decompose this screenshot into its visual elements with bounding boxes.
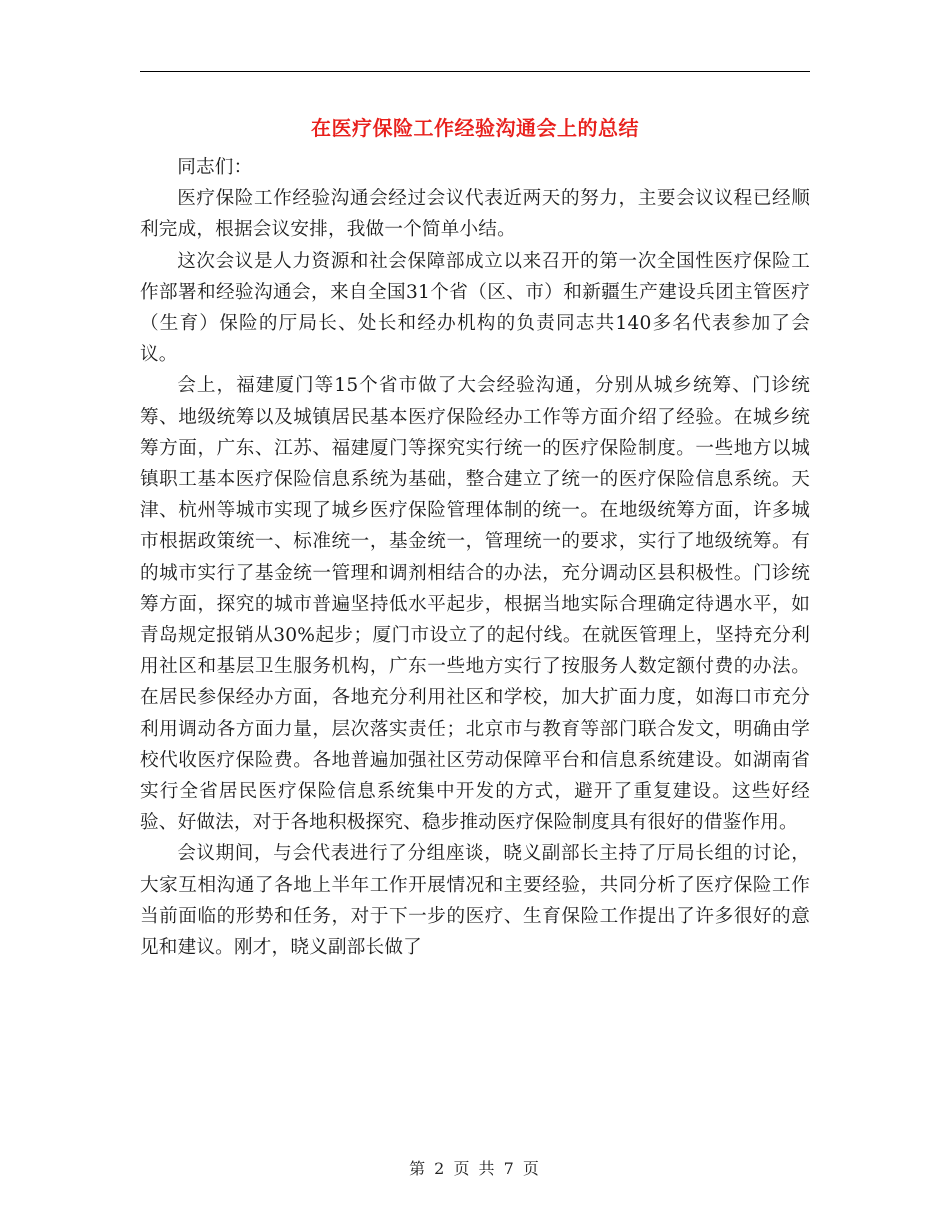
paragraph-meeting-overview: 这次会议是人力资源和社会保障部成立以来召开的第一次全国性医疗保险工作部署和经验沟通会，来自全国31个省（区、市）和新疆生产建设兵团主管医疗（生育）保险的厅局长、处长和经办机构的负责同志共140多名代表参加了会议。: [140, 250, 810, 366]
page-number-footer: 第 2 页 共 7 页: [409, 1159, 541, 1178]
document-title: 在医疗保险工作经验沟通会上的总结: [311, 116, 639, 140]
document-body: [140, 152, 810, 963]
paragraph-group-discussion: 会议期间，与会代表进行了分组座谈，晓义副部长主持了厅局长组的讨论，大家互相沟通了各地上半年工作开展情况和主要经验，共同分析了医疗保险工作当前面临的形势和任务，对于下一步的医疗、生育保险工作提出了许多很好的意见和建议。刚才，晓义副部长做了: [140, 843, 810, 959]
header-rule: [140, 71, 810, 72]
paragraph-experience-exchange: 会上，福建厦门等15个省市做了大会经验沟通，分别从城乡统筹、门诊统筹、地级统筹以及城镇居民基本医疗保险经办工作等方面介绍了经验。在城乡统筹方面，广东、江苏、福建厦门等探究实行统一的医疗保险制度。一些地方以城镇职工基本医疗保险信息系统为基础，整合建立了统一的医疗保险信息系统。天津、杭州等城市实现了城乡医疗保险管理体制的统一。在地级统筹方面，许多城市根据政策统一、标准统一，基金统一，管理统一的要求，实行了地级统筹。有的城市实行了基金统一管理和调剂相结合的办法，充分调动区县积极性。门诊统筹方面，探究的城市普遍坚持低水平起步，根据当地实际合理确定待遇水平，如青岛规定报销从30%起步；厦门市设立了的起付线。在就医管理上，坚持充分利用社区和基层卫生服务机构，广东一些地方实行了按服务人数定额付费的办法。在居民参保经办方面，各地充分利用社区和学校，加大扩面力度，如海口市充分利用调动各方面力量，层次落实责任；北京市与教育等部门联合发文，明确由学校代收医疗保险费。各地普遍加强社区劳动保障平台和信息系统建设。如湖南省实行全省居民医疗保险信息系统集中开发的方式，避开了重复建设。这些好经验、好做法，对于各地积极探究、稳步推动医疗保险制度具有很好的借鉴作用。: [140, 375, 810, 834]
paragraph-salutation: 同志们：: [177, 157, 253, 178]
paragraph-intro: 医疗保险工作经验沟通会经过会议代表近两天的努力，主要会议议程已经顺利完成，根据会议安排，我做一个简单小结。: [140, 188, 810, 241]
